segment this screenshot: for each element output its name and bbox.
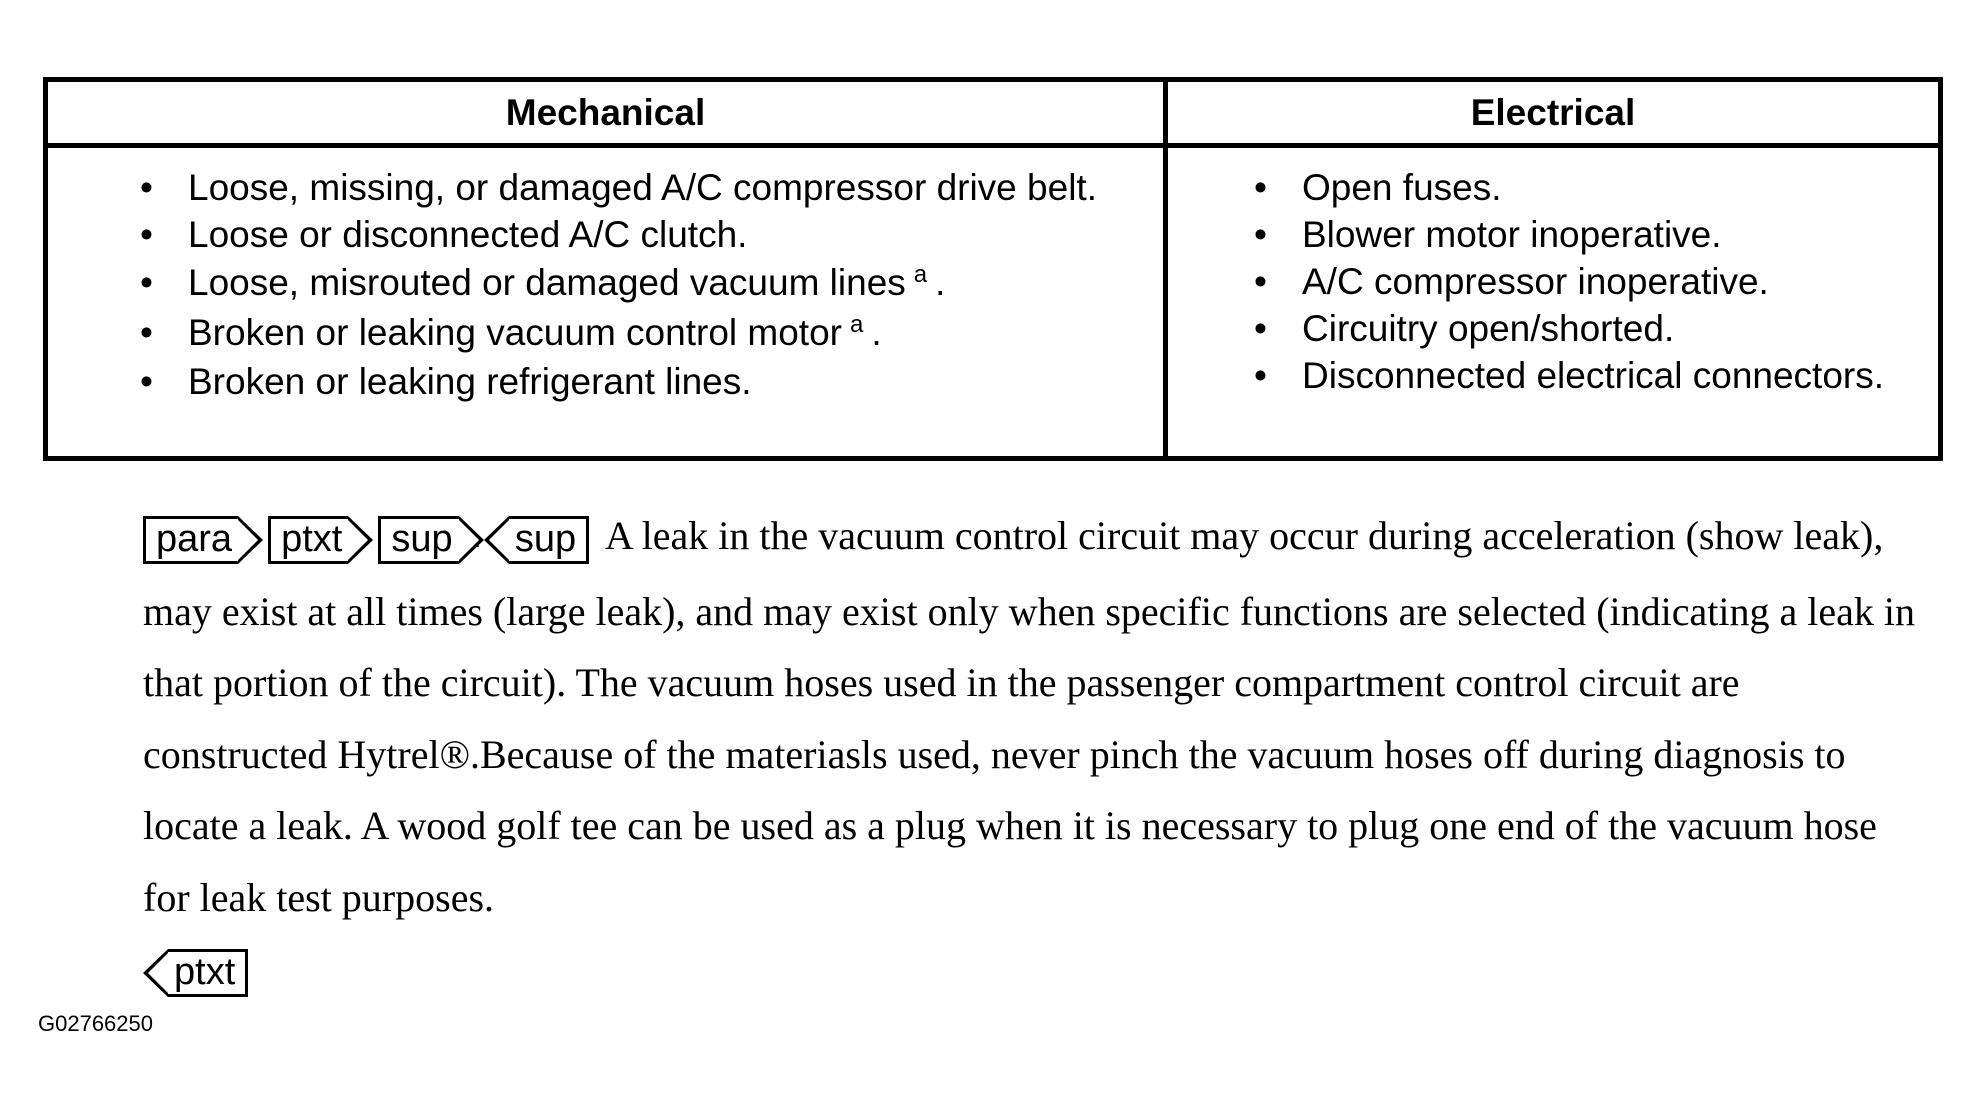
table-header-row bbox=[48, 82, 1938, 148]
tag-label: para bbox=[156, 517, 233, 560]
tag-label: sup bbox=[514, 517, 577, 560]
mechanical-list bbox=[188, 164, 1148, 405]
list-item-end: . bbox=[871, 312, 882, 353]
tag-sup-open bbox=[378, 516, 458, 564]
list-item bbox=[188, 258, 1148, 308]
sup-value: a bbox=[466, 527, 479, 553]
tag-label: ptxt bbox=[174, 950, 236, 993]
footnote-marker: a bbox=[849, 310, 864, 338]
list-item: • Circuitry open/shorted. bbox=[1302, 305, 1902, 352]
tag-label: sup bbox=[391, 517, 453, 560]
list-item: • Blower motor inoperative. bbox=[1302, 211, 1902, 258]
list-item-end: . bbox=[935, 262, 946, 303]
list-item-text: Broken or leaking vacuum control motor bbox=[188, 312, 842, 353]
tag-para-open bbox=[143, 516, 238, 564]
tag-ptxt-open bbox=[268, 516, 348, 564]
list-item bbox=[188, 358, 1148, 405]
footnote-marker: a bbox=[913, 260, 928, 288]
paragraph-text: A leak in the vacuum control circuit may occur during acceleration (show leak), may exist at all times (large leak), and may exist only when specific functions are selected (indicating a leak in that portion of the circuit). The vacuum hoses used in the passenger compartment control circuit are constructed Hytrel®.Because of the materiasls used, never pinch the vacuum hoses off during diagnosis to locate a leak. A wood golf tee can be used as a plug when it is necessary to plug one end of the vacuum hose for leak test purposes. bbox=[143, 513, 1915, 920]
list-item bbox=[188, 211, 1148, 258]
tag-sup-close bbox=[509, 516, 589, 564]
diagnosis-table bbox=[43, 77, 1943, 461]
list-item-text: Loose, misrouted or damaged vacuum lines bbox=[188, 262, 906, 303]
header-mechanical: Mechanical bbox=[505, 92, 706, 133]
list-item-text: Loose or disconnected A/C clutch. bbox=[188, 214, 748, 255]
figure-id: G02766250 bbox=[38, 1011, 153, 1036]
column-divider bbox=[1163, 82, 1168, 456]
list-item: • Disconnected electrical connectors. bbox=[1302, 352, 1902, 399]
list-item bbox=[188, 164, 1148, 211]
electrical-list bbox=[1302, 164, 1902, 399]
list-item: • Open fuses. bbox=[1302, 164, 1902, 211]
list-item: • A/C compressor inoperative. bbox=[1302, 258, 1902, 305]
header-electrical: Electrical bbox=[1470, 92, 1636, 133]
tag-label: ptxt bbox=[281, 517, 343, 560]
list-item bbox=[188, 308, 1148, 358]
list-item-text: Broken or leaking refrigerant lines. bbox=[188, 361, 752, 402]
body-paragraph bbox=[143, 500, 1923, 1005]
list-item-text: Loose, missing, or damaged A/C compressor drive belt. bbox=[188, 167, 1097, 208]
tag-ptxt-close bbox=[168, 949, 248, 997]
